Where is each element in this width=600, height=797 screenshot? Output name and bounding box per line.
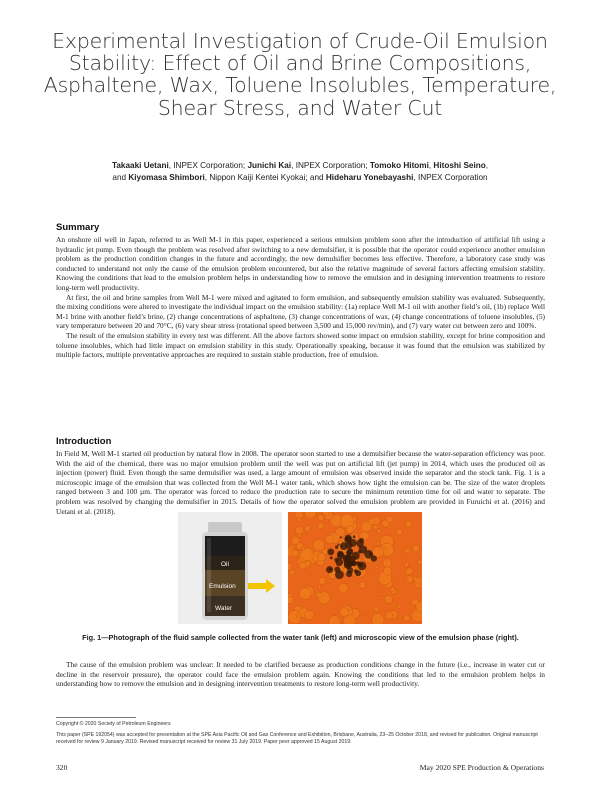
water-droplet: [378, 590, 380, 592]
water-droplet: [340, 514, 354, 528]
author-name: Hideharu Yonebayashi: [325, 172, 414, 182]
water-droplet: [361, 522, 372, 533]
water-droplet: [313, 540, 324, 551]
author-conjunction: and: [112, 172, 129, 182]
water-droplet: [318, 585, 322, 589]
water-droplet: [406, 568, 413, 575]
water-droplet: [419, 584, 422, 588]
aggregate-particle: [369, 552, 373, 556]
emulsion-micrograph: [288, 512, 422, 624]
water-droplet: [322, 549, 328, 555]
aggregate-particle: [345, 557, 348, 560]
water-droplet: [296, 526, 304, 534]
author-list: [40, 160, 560, 183]
introduction-body: [56, 449, 545, 516]
water-droplet: [318, 523, 324, 529]
author-name: Hitoshi Seino: [433, 161, 486, 170]
water-droplet: [404, 562, 409, 567]
author-name: Takaaki Uetani: [111, 161, 169, 170]
water-droplet: [406, 576, 413, 583]
water-droplet: [402, 560, 405, 563]
water-droplet: [413, 577, 417, 581]
water-droplet: [412, 545, 419, 552]
aggregate-particle: [335, 545, 338, 548]
author-line-2: [40, 172, 560, 184]
water-droplet: [316, 592, 322, 598]
water-droplet: [383, 559, 392, 568]
water-droplet: [405, 548, 410, 553]
sample-jar-photo: [178, 512, 282, 624]
summary-paragraph: An onshore oil well in Japan, referred to as Well M-1 in this paper, experienced a serious emulsion problem soon after the introduction of artificial lift using a hydraulic jet pump. Even though the problem was resolved after switching to a new demulsifier, it is possible that the operator could experience another emulsion problem as the production condition changes in the future and accordingly, the new demulsifier becomes less effective. Therefore, a laboratory case study was conducted to understand not only the cause of the emulsion problem encountered, but also the relative magnitude of several factors affecting emulsion stability. Knowing the conditions that lead to the emulsion problem helps in understanding how to remove the emulsion and in designing intervention treatments to restore long-term well productivity.: [56, 235, 545, 292]
water-droplet: [383, 567, 391, 575]
water-droplet: [369, 571, 372, 574]
aggregate-particle: [345, 535, 352, 542]
aggregate-particle: [354, 556, 356, 558]
aggregate-particle: [340, 536, 342, 538]
author-name: Kiyomasa Shimbori: [128, 172, 205, 182]
water-droplet: [415, 568, 417, 570]
author-affiliation: ,: [428, 161, 434, 170]
aggregate-particle: [330, 556, 333, 559]
water-droplet: [380, 596, 383, 599]
aggregate-particle: [326, 566, 333, 573]
water-droplet: [305, 610, 314, 619]
copyright-note: Copyright © 2020 Society of Petroleum Engineers: [56, 721, 171, 727]
water-droplet: [289, 569, 294, 574]
summary-paragraph: At first, the oil and brine samples from Well M-1 were mixed and agitated to form emulsion, and subsequently emulsion stability was evaluated. Subsequently, the mixing conditions were altered to investigate the individual impact on the emulsion stability: (1a) replace Well M-1 oil with another field’s oil, (1b) replace Well M-1 brine with another field’s brine, (2) change concentrations of asphaltene, (3) change concentrations of wax, (4) change concentrations of toluene insolubles, (5) vary temperature between 20 and 70°C, (6) vary shear stress (rotational speed between 3,500 and 15,000 rev/min), and (7) vary water cut between zero and 100%.: [56, 292, 545, 331]
aggregate-particle: [334, 567, 340, 573]
publication-note: This paper (SPE 192054) was accepted for presentation at the SPE Asia Pacific Oil and Gas Conference and Exhibition, Brisbane, Australia, 23–25 October 2018, and revised for publication. Original manuscript received for review 9 January 2019. Revised manuscript received for review 31 July 2019. Paper peer approved 15 August 2019.: [56, 732, 538, 745]
author-affiliation: , Nippon Kaiji Kentei Kyokai; and: [204, 172, 326, 182]
water-droplet: [376, 542, 380, 546]
water-droplet: [319, 577, 326, 584]
introduction-body-continued: [56, 660, 545, 689]
author-line-1: [40, 160, 560, 172]
water-droplet: [386, 516, 393, 523]
water-droplet: [291, 550, 299, 558]
water-droplet: [338, 583, 348, 593]
water-droplet: [346, 526, 354, 534]
water-droplet: [390, 587, 394, 591]
aggregate-particle: [348, 554, 351, 557]
introduction-paragraph: The cause of the emulsion problem was unclear: It needed to be clarified because as production conditions change in the future (i.e., increase in water cut or decline in the reservoir pressure), the operator could face the emulsion problem again. Knowing the conditions that led to the emulsion problem helps in understanding how to remove the emulsion and in designing intervention treatments to restore long-term well productivity.: [56, 660, 545, 689]
introduction-paragraph: In Field M, Well M-1 started oil production by natural flow in 2008. The operator soon started to use a demulsifier because the water-separation efficiency was poor. With the aid of the chemical, there was no major emulsion problem until the well was put on artificial lift (jet pump) in 2014, which uses the produced oil as injection (power) fluid. Even though the same demulsifier was used, a large amount of emulsion was observed inside the separator and the stock tank. Fig. 1 is a microscopic image of the emulsion that was collected from the Well M-1 water tank, which shows how tight the emulsion can be. The size of the water droplets ranged between 3 and 100 µm. The operator was forced to reduce the production rate to secure the minimum retention time for oil and water to separate. The problem was resolved by changing the demulsifier in 2015. Details of how the operator solved the emulsion problem are provided in Furuichi et al. (2016) and Uetani et al. (2018).: [56, 449, 545, 516]
micrograph-droplets: [288, 512, 422, 624]
water-droplet: [328, 580, 331, 583]
water-droplet: [297, 518, 301, 522]
water-droplet: [404, 615, 411, 622]
aggregate-particle: [338, 544, 340, 546]
introduction-heading: Introduction: [56, 436, 112, 447]
author-name: Tomoko Hitomi: [369, 161, 429, 170]
water-droplet: [373, 525, 378, 530]
water-droplet: [385, 612, 392, 619]
author-affiliation: ,: [485, 161, 489, 170]
water-droplet: [396, 529, 402, 535]
summary-heading: Summary: [56, 222, 100, 233]
emulsion-label: Emulsion: [209, 583, 236, 590]
journal-footer: May 2020 SPE Production & Operations: [419, 763, 544, 772]
aggregate-particle: [341, 545, 343, 547]
summary-body: [56, 235, 545, 360]
water-droplet: [405, 520, 412, 527]
water-droplet: [299, 562, 306, 569]
aggregate-particle: [334, 558, 339, 563]
author-name: Junichi Kai: [247, 161, 292, 170]
oil-label: Oil: [221, 561, 229, 568]
aggregate-particle: [327, 549, 334, 556]
water-droplet: [299, 588, 311, 600]
water-droplet: [304, 526, 310, 532]
water-droplet: [385, 596, 393, 604]
water-droplet: [318, 515, 324, 521]
page-number: 320: [56, 763, 68, 772]
aggregate-particle: [354, 569, 358, 573]
summary-paragraph: The result of the emulsion stability in every test was different. All the above factors showed some impact on emulsion stability, except for brine composition and toluene insolubles, which had little impact on emulsion stability in this study. Operationally speaking, because it was found that the emulsion was stabilized by multiple factors, multiple preventative approaches are required to sustain stable production, free of emulsion.: [56, 330, 545, 360]
figure-caption: Fig. 1—Photograph of the fluid sample collected from the water tank (left) and microscopic view of the emulsion phase (right).: [82, 633, 519, 642]
water-droplet: [348, 607, 351, 610]
water-droplet: [298, 534, 302, 538]
paper-title: Experimental Investigation of Crude-Oil Emulsion Stability: Effect of Oil and Brine Compositions, Asphaltene, Wax, Toluene Insolubles, Temperature, Shear Stress, and Water Cut: [43, 29, 557, 120]
water-droplet: [374, 607, 379, 612]
author-affiliation: , INPEX Corporation: [413, 172, 488, 182]
water-label: Water: [215, 605, 233, 612]
aggregate-particle: [358, 562, 367, 571]
author-affiliation: , INPEX Corporation;: [168, 161, 248, 170]
water-droplet: [377, 529, 381, 533]
author-affiliation: , INPEX Corporation;: [291, 161, 370, 170]
sample-jar-illustration: [178, 512, 282, 624]
water-droplet: [375, 565, 378, 568]
footnote-divider: [56, 717, 136, 718]
water-droplet: [363, 613, 365, 615]
aggregate-particle: [356, 540, 364, 548]
water-droplet: [340, 608, 349, 617]
aggregate-particle: [353, 535, 356, 538]
water-droplet: [418, 560, 422, 565]
water-droplet: [407, 541, 409, 543]
water-droplet: [372, 613, 384, 624]
water-droplet: [292, 537, 300, 545]
water-droplet: [317, 555, 319, 557]
aggregate-particle: [358, 550, 362, 554]
water-droplet: [288, 580, 290, 583]
water-droplet: [384, 547, 386, 549]
water-droplet: [288, 597, 294, 604]
water-droplet: [331, 514, 334, 517]
water-droplet: [302, 547, 305, 550]
water-droplet: [299, 550, 302, 553]
aggregate-particle: [349, 561, 354, 566]
water-droplet: [359, 582, 366, 589]
aggregate-particle: [371, 555, 377, 561]
water-droplet: [325, 535, 333, 543]
water-droplet: [397, 605, 401, 609]
